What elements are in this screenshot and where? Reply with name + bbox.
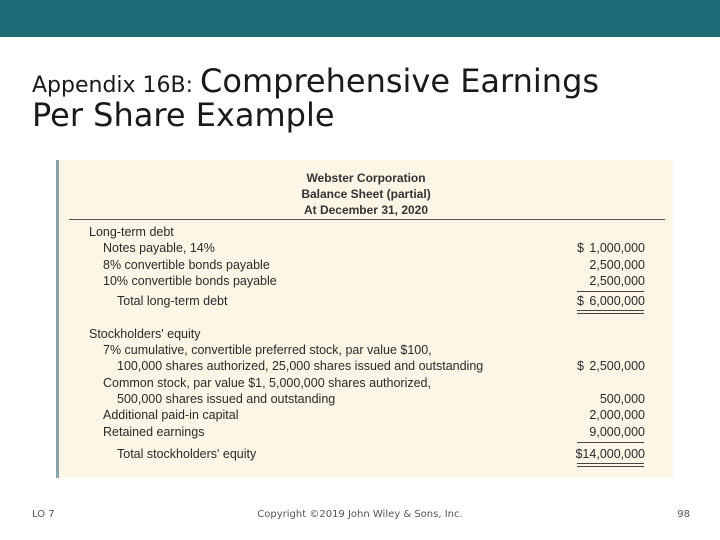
table-row xyxy=(59,392,673,408)
subtotal-rule xyxy=(577,442,644,443)
statement-date: At December 31, 2020 xyxy=(303,203,429,217)
row-label: 7% cumulative, convertible preferred stock, par value $100, xyxy=(103,343,432,357)
table-row xyxy=(59,241,673,257)
ltd-total-row xyxy=(59,294,673,310)
ltd-heading: Long-term debt xyxy=(89,225,174,239)
table-row xyxy=(59,408,673,424)
equity-total-label: Total stockholders' equity xyxy=(117,447,257,461)
equity-total-row xyxy=(59,447,673,463)
row-label: 8% convertible bonds payable xyxy=(103,258,270,272)
learning-objective: LO 7 xyxy=(32,509,55,520)
row-label: 500,000 shares issued and outstanding xyxy=(117,392,336,406)
balance-sheet-panel xyxy=(56,160,673,478)
copyright-notice: Copyright ©2019 John Wiley & Sons, Inc. xyxy=(257,509,463,520)
row-label: Retained earnings xyxy=(103,425,205,439)
ltd-heading-row xyxy=(59,225,673,241)
slide-title xyxy=(32,62,702,135)
row-label: Notes payable, 14% xyxy=(103,241,215,255)
equity-total-amount: $14,000,000 xyxy=(575,447,645,461)
row-label: 10% convertible bonds payable xyxy=(103,274,277,288)
row-label: Additional paid-in capital xyxy=(103,408,239,422)
title-prefix: Appendix 16B: xyxy=(32,73,201,98)
table-row xyxy=(59,425,673,441)
row-amount: 2,500,000 xyxy=(589,258,645,272)
row-amount: 9,000,000 xyxy=(589,425,645,439)
row-amount: 2,500,000 xyxy=(589,359,645,373)
total-double-rule xyxy=(577,463,644,467)
ltd-total-label: Total long-term debt xyxy=(117,294,228,308)
table-row xyxy=(59,343,673,359)
currency-symbol: $ xyxy=(577,359,584,373)
table-row xyxy=(59,359,673,375)
title-main: Comprehensive Earnings xyxy=(200,62,600,100)
row-label: 100,000 shares authorized, 25,000 shares issued and outstanding xyxy=(117,359,484,373)
statement-name: Balance Sheet (partial) xyxy=(301,187,431,201)
table-row xyxy=(59,258,673,274)
row-amount: 2,500,000 xyxy=(589,274,645,288)
title-line2: Per Share Example xyxy=(32,96,335,135)
row-amount: 1,000,000 xyxy=(589,241,645,255)
header-rule xyxy=(69,219,665,220)
row-amount: 2,000,000 xyxy=(589,408,645,422)
subtotal-rule xyxy=(577,291,644,292)
row-label: Common stock, par value $1, 5,000,000 shares authorized, xyxy=(103,376,431,390)
equity-heading-row xyxy=(59,327,673,343)
currency-symbol: $ xyxy=(577,294,584,308)
total-double-rule xyxy=(577,310,644,314)
top-accent-bar xyxy=(0,0,720,37)
page-number: 98 xyxy=(677,509,690,520)
table-row xyxy=(59,274,673,290)
equity-heading: Stockholders' equity xyxy=(89,327,201,341)
row-amount: 500,000 xyxy=(599,392,645,406)
ltd-total-amount: 6,000,000 xyxy=(589,294,645,308)
currency-symbol: $ xyxy=(577,241,584,255)
company-name: Webster Corporation xyxy=(306,171,426,185)
table-row xyxy=(59,376,673,392)
